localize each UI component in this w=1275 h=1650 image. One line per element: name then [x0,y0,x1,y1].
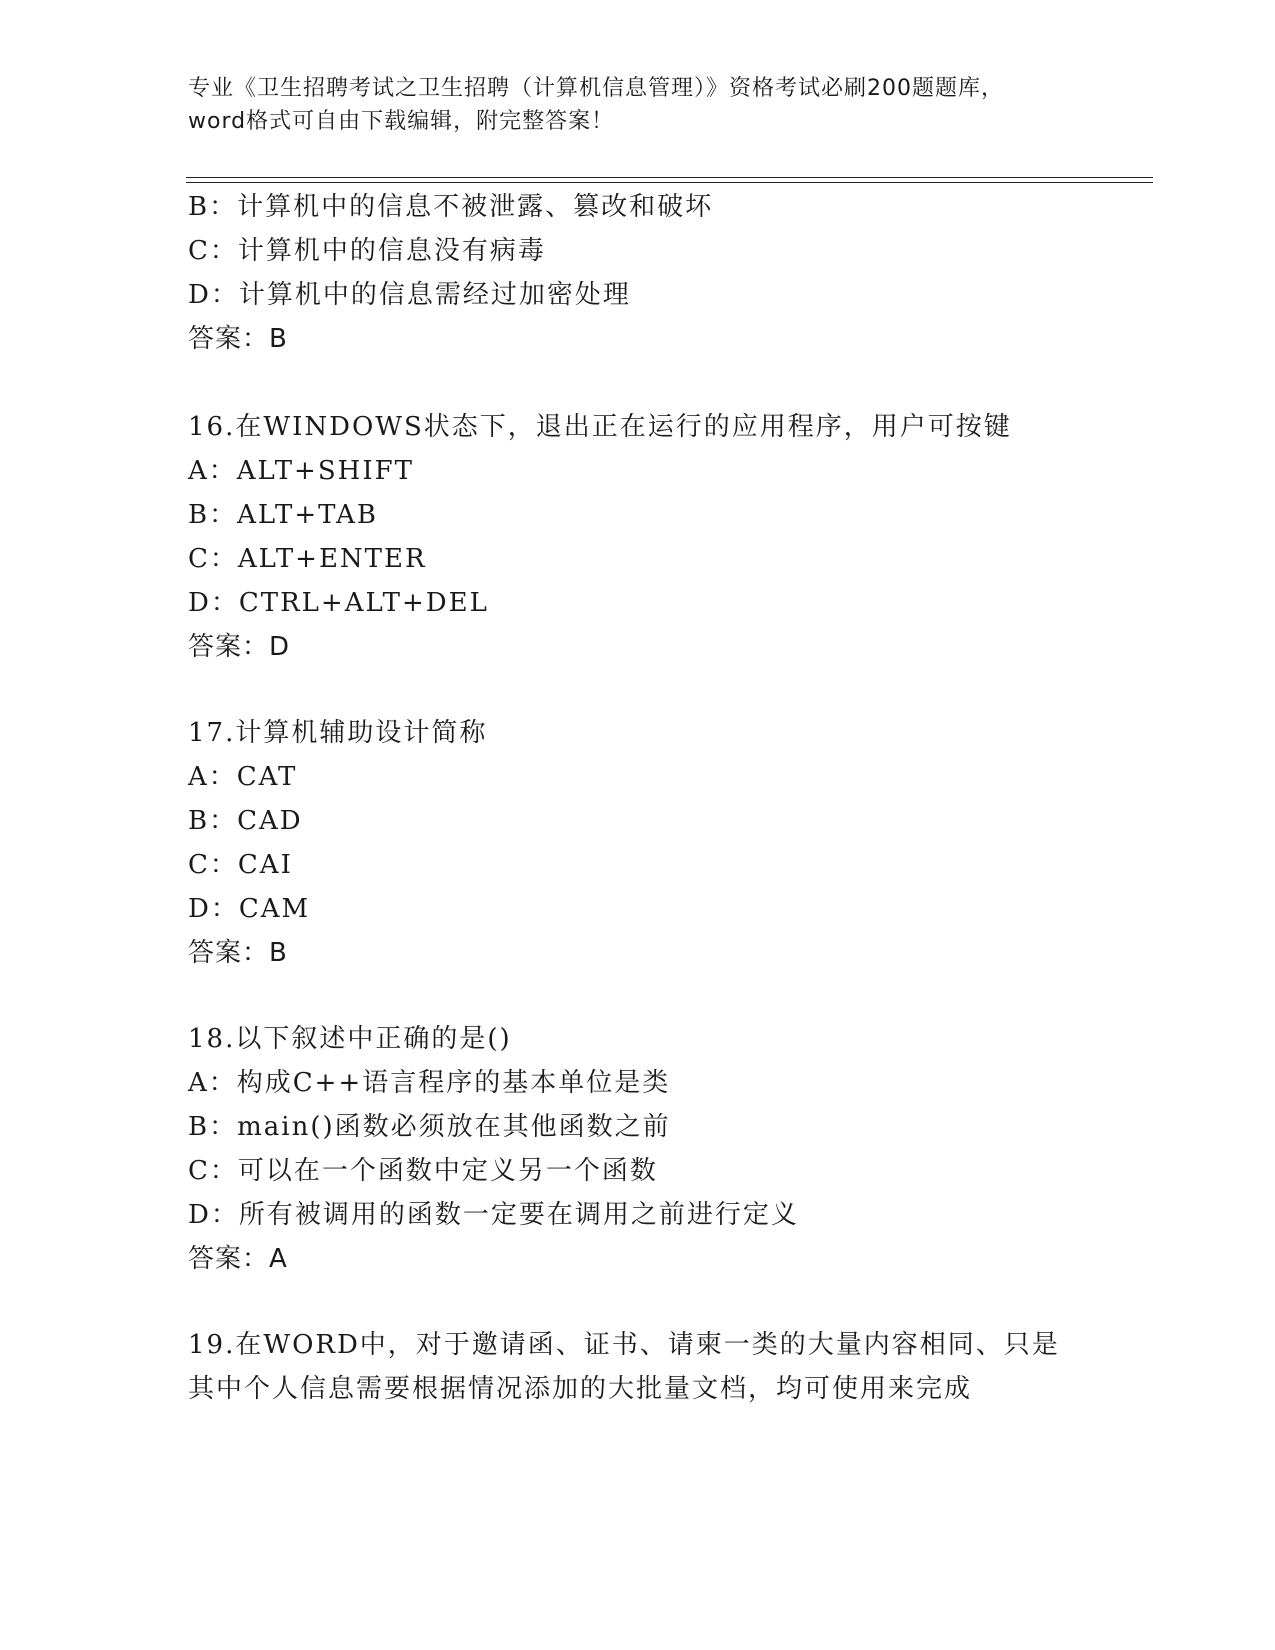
option-text: ALT+SHIFT [236,456,414,486]
option-key: B： [188,806,238,836]
option-text: CTRL+ALT+DEL [238,588,489,618]
prev-option-d [188,278,631,312]
option-text: CAT [236,762,298,792]
option-text: ALT+ENTER [237,544,427,574]
q17-option-a [188,760,297,794]
q16-answer: 答案：D [188,632,291,662]
q17-option-c [188,848,293,882]
q18-stem: 18.以下叙述中正确的是() [188,1024,512,1054]
q18-option-c [188,1154,658,1188]
prev-answer: 答案：B [188,324,288,354]
q16-option-c [188,542,427,576]
q19-stem-line-1: 19.在WORD中，对于邀请函、证书、请柬一类的大量内容相同、只是 [188,1330,1060,1360]
option-text: CAI [237,850,293,880]
option-key: D： [188,588,239,618]
option-key: A： [188,456,237,486]
q18-option-a [188,1066,670,1100]
header-divider-bottom [186,182,1153,183]
q17-answer: 答案：B [188,938,288,968]
option-text: CAD [237,806,303,836]
option-key: B： [188,500,238,530]
option-key: A： [188,762,237,792]
q16-option-d [188,586,489,620]
option-key: C： [188,850,238,880]
option-text: 计算机中的信息没有病毒 [237,236,546,266]
option-key: C： [188,236,238,266]
q16-stem: 16.在WINDOWS状态下，退出正在运行的应用程序，用户可按键 [188,412,1012,442]
q19-stem-line-2: 其中个人信息需要根据情况添加的大批量文档，均可使用来完成 [188,1374,973,1404]
option-text: 可以在一个函数中定义另一个函数 [237,1156,658,1186]
q17-option-b [188,804,303,838]
q16-option-a [188,454,414,488]
prev-option-c [188,234,546,268]
prev-option-b [188,190,713,224]
q18-answer: 答案：A [188,1244,288,1274]
header-line-1: 专业《卫生招聘考试之卫生招聘（计算机信息管理）》资格考试必刷200题题库， [188,76,1004,101]
header-divider-top [186,177,1153,178]
q16-option-b [188,498,378,532]
option-text: 构成C++语言程序的基本单位是类 [236,1068,671,1098]
option-text: CAM [238,894,311,924]
option-key: B： [188,192,238,222]
option-text: ALT+TAB [237,500,378,530]
option-key: D： [188,280,239,310]
option-text: main()函数必须放在其他函数之前 [237,1112,671,1142]
option-key: B： [188,1112,238,1142]
q17-option-d [188,892,310,926]
option-key: A： [188,1068,237,1098]
option-key: C： [188,1156,238,1186]
q17-stem: 17.计算机辅助设计简称 [188,718,488,748]
option-text: 所有被调用的函数一定要在调用之前进行定义 [238,1200,799,1230]
header-line-2: word格式可自由下载编辑，附完整答案！ [188,109,615,134]
option-key: D： [188,894,239,924]
option-text: 计算机中的信息不被泄露、篡改和破坏 [237,192,714,222]
q18-option-b [188,1110,671,1144]
option-text: 计算机中的信息需经过加密处理 [238,280,631,310]
document-header [188,72,1088,138]
q18-option-d [188,1198,799,1232]
option-key: D： [188,1200,239,1230]
option-key: C： [188,544,238,574]
